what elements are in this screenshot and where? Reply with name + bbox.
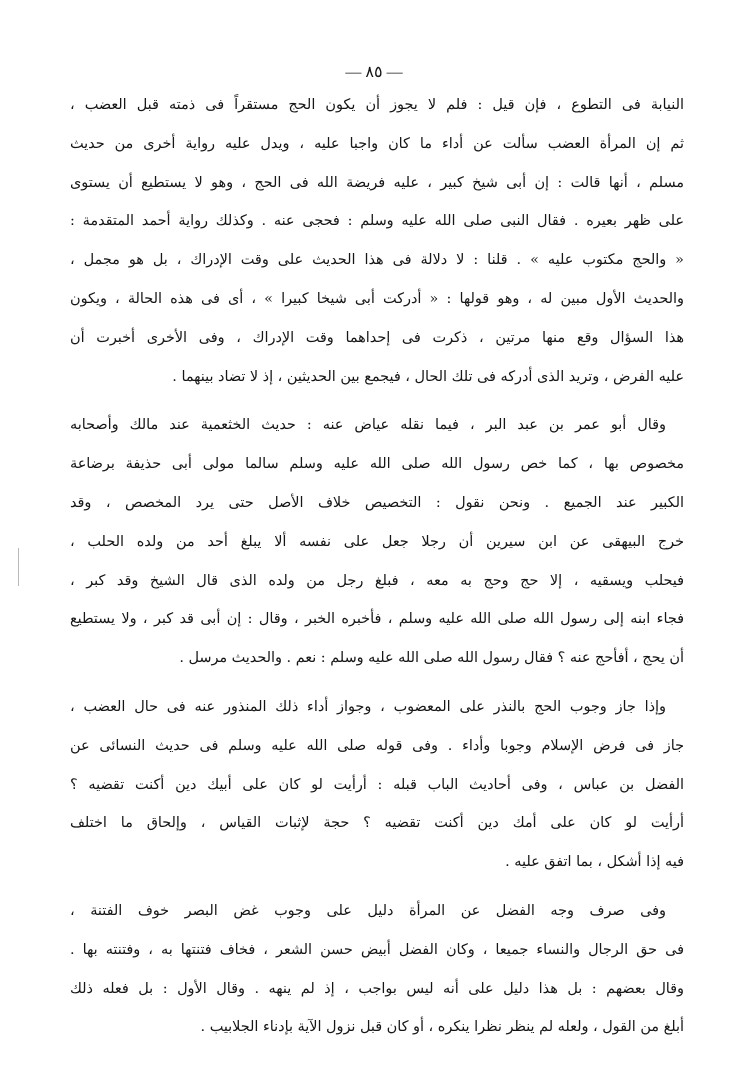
text-line: هذا السؤال وقع منها مرتين ، ذكرت فى إحداهما وقت الإدراك ، وفى الأخرى أخبرت أن bbox=[70, 329, 684, 346]
text-line: مخصوص بها ، كما خص رسول الله صلى الله عليه وسلم سالما مولى أبى حذيفة برضاعة bbox=[70, 456, 684, 473]
text-line: على ظهر بعيره . فقال النبى صلى الله عليه وسلم : فحجى عنه . وكذلك رواية أحمد المتقدمة : bbox=[70, 213, 684, 230]
text-line: خرج البيهقى عن ابن سيرين أن رجلا جعل على نفسه ألا يبلغ أحد من ولده الحلب ، bbox=[70, 533, 684, 550]
text-line: عليه الفرض ، وتريد الذى أدركه فى تلك الحال ، فيجمع بين الحديثين ، إذ لا تضاد بينهما . bbox=[172, 368, 684, 385]
text-line: فيه إذا أشكل ، بما اتفق عليه . bbox=[505, 854, 684, 871]
text-line: أن يحج ، أفأحج عنه ؟ فقال رسول الله صلى الله عليه وسلم : نعم . والحديث مرسل . bbox=[179, 650, 684, 667]
text-line: وإذا جاز وجوب الحج بالنذر على المعضوب ، وجواز أداء ذلك المنذور عنه فى حال العضب ، bbox=[70, 698, 666, 715]
margin-mark bbox=[18, 548, 19, 586]
paragraph bbox=[70, 86, 684, 396]
text-line: النيابة فى التطوع ، فإن قيل : فلم لا يجوز أن يكون الحج مستقراً فى ذمته قبل العضب ، bbox=[70, 97, 684, 113]
text-line: وقال بعضهم : بل هذا دليل على أنه ليس بواجب ، إذ لم ينهه . وقال الأول : بل فعله ذلك bbox=[70, 980, 684, 997]
text-line: والحديث الأول مبين له ، وهو قولها : « أدركت أبى شيخا كبيرا » ، أى فى هذه الحالة ، ويكون bbox=[70, 290, 684, 307]
text-line: ثم إن المرأة العضب سألت عن أداء ما كان واجبا عليه ، ويدل عليه رواية أخرى من حديث bbox=[70, 135, 684, 152]
paragraph bbox=[70, 892, 684, 1047]
text-line: أبلغ من القول ، ولعله لم ينظر نظرا ينكره ، أو كان قبل نزول الآية بإدناء الجلابيب . bbox=[200, 1019, 684, 1036]
text-line: فى حق الرجال والنساء جميعا ، وكان الفضل أبيض حسن الشعر ، فخاف فتنتها به ، وفتنته بها . bbox=[70, 941, 684, 958]
paragraph bbox=[70, 688, 684, 882]
body-text bbox=[70, 86, 684, 1057]
text-line: وقال أبو عمر بن عبد البر ، فيما نقله عياض عنه : حديث الخثعمية عند مالك وأصحابه bbox=[70, 417, 666, 434]
text-line: أرأيت لو كان على أمك دين أكنت تقضيه ؟ حجة لإثبات القياس ، وإلحاق ما اختلف bbox=[70, 815, 684, 832]
text-line: الفضل بن عباس ، وفى أحاديث الباب قبله : أرأيت لو كان على أبيك دين أكنت تقضيه ؟ bbox=[70, 776, 684, 793]
text-line: « والحج مكتوب عليه » . قلنا : لا دلالة فى هذا الحديث على وقت الإدراك ، بل هو مجمل ، bbox=[70, 252, 684, 269]
text-line: فيحلب ويسقيه ، إلا حج وحج به معه ، فبلغ رجل من ولده الذى قال الشيخ وقد كبر ، bbox=[70, 572, 684, 589]
page-number: — ٨٥ — bbox=[345, 64, 403, 81]
text-line: وفى صرف وجه الفضل عن المرأة دليل على وجوب غض البصر خوف الفتنة ، bbox=[70, 902, 666, 919]
text-line: فجاء ابنه إلى رسول الله صلى الله عليه وسلم ، فأخبره الخبر ، وقال : إن أبى قد كبر ، ولا يستطيع bbox=[70, 611, 684, 628]
text-line: الكبير عند الجميع . ونحن نقول : التخصيص خلاف الأصل حتى يرد المخصص ، وقد bbox=[70, 494, 684, 511]
text-line: جاز فى فرض الإسلام وجوبا وأداء . وفى قوله صلى الله عليه وسلم فى حديث النسائى عن bbox=[70, 737, 684, 754]
text-line: مسلم ، أنها قالت : إن أبى شيخ كبير ، عليه فريضة الله فى الحج ، وهو لا يستطيع أن يستوى bbox=[70, 174, 684, 191]
paragraph bbox=[70, 406, 684, 678]
